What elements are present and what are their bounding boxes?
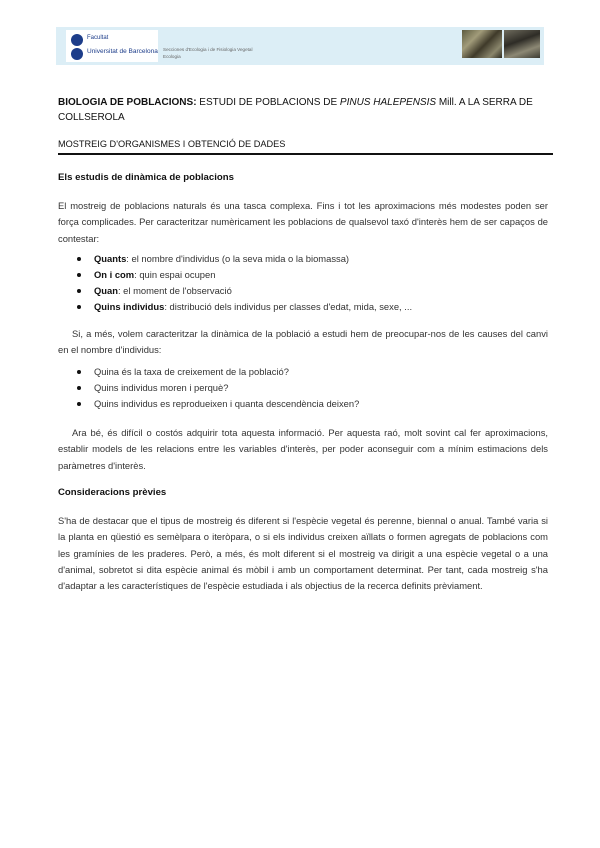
list-item: Quina és la taxa de creixement de la població? <box>58 364 359 380</box>
logo-university-text: Universitat de Barcelona <box>87 48 158 55</box>
document-title <box>58 95 548 125</box>
bullet-icon <box>77 305 81 309</box>
title-bold: BIOLOGIA DE POBLACIONS: <box>58 97 197 108</box>
bark-photo <box>504 30 540 58</box>
list-item: Quants: el nombre d'individus (o la seva mida o la biomassa) <box>58 251 412 267</box>
seal-icon <box>71 48 83 60</box>
bullet-icon <box>77 257 81 261</box>
bullet-icon <box>77 402 81 406</box>
paragraph: Ara bé, és difícil o costós adquirir tota aquesta informació. Per aquesta raó, molt sovint cal fer aproximacions, establir models de les relacions entre les variables d'interès, per poder aconseguir com a mínim estimacions dels paràmetres d'interès. <box>58 427 548 471</box>
section-heading: MOSTREIG D'ORGANISMES I OBTENCIÓ DE DADES <box>58 139 553 155</box>
bullet-icon <box>77 386 81 390</box>
pine-photo <box>462 30 502 58</box>
title-part2: Mill. A LA SERRA DE COLLSEROLA <box>58 97 533 123</box>
list-item: Quins individus: distribució dels individus per classes d'edat, mida, sexe, ... <box>58 299 412 315</box>
bullet-list <box>58 364 359 412</box>
department-text: Secciones d'Ecologia i de Fisiologia Vegetal <box>163 47 253 52</box>
paragraph: S'ha de destacar que el tipus de mostreig és diferent si l'espècie vegetal és perenne, biennal o anual. També varia si la planta en qüestió es semèlpara o iteròpara, o si els individus creixen aïllats o formen agregats de poblacions com les gramínies de les praderes. Però, a més, és molt diferent si el mostreig va dirigit a una espècie vegetal o a una d'animal, sobretot si dita espècie animal és mòbil i amb un comportament determinat. Per tant, cada mostreig s'ha d'adaptar a les característiques de l'espècie estudiada i als objectius de la recerca definits prèviament. <box>58 515 548 592</box>
list-item: Quins individus moren i perquè? <box>58 380 359 396</box>
bullet-icon <box>77 289 81 293</box>
paragraph: Si, a més, volem caracteritzar la dinàmica de la població a estudi hem de preocupar-nos de les causes del canvi en el nombre d'individus: <box>58 328 548 356</box>
bullet-icon <box>77 273 81 277</box>
paragraph: El mostreig de poblacions naturals és una tasca complexa. Fins i tot les aproximacions més modestes poden ser força complicades. Per caracteritzar numèricament les poblacions de qualsevol taxó d'interès hem de ser capaços de contestar: <box>58 200 548 244</box>
list-item: Quins individus es reprodueixen i quanta descendència deixen? <box>58 396 359 412</box>
title-part1: ESTUDI DE POBLACIONS DE <box>196 97 340 108</box>
title-species: PINUS HALEPENSIS <box>339 97 437 108</box>
university-logo <box>66 30 158 62</box>
subsection-heading: Consideracions prèvies <box>58 487 167 498</box>
subsection-heading: Els estudis de dinàmica de poblacions <box>58 172 234 183</box>
seal-icon <box>71 34 83 46</box>
subdepartment-text: Ecologia <box>163 54 181 59</box>
list-item: Quan: el moment de l'observació <box>58 283 412 299</box>
header-banner <box>56 27 544 65</box>
logo-faculty-text: Facultat <box>87 35 109 41</box>
list-item: On i com: quin espai ocupen <box>58 267 412 283</box>
bullet-list <box>58 251 412 315</box>
bullet-icon <box>77 370 81 374</box>
